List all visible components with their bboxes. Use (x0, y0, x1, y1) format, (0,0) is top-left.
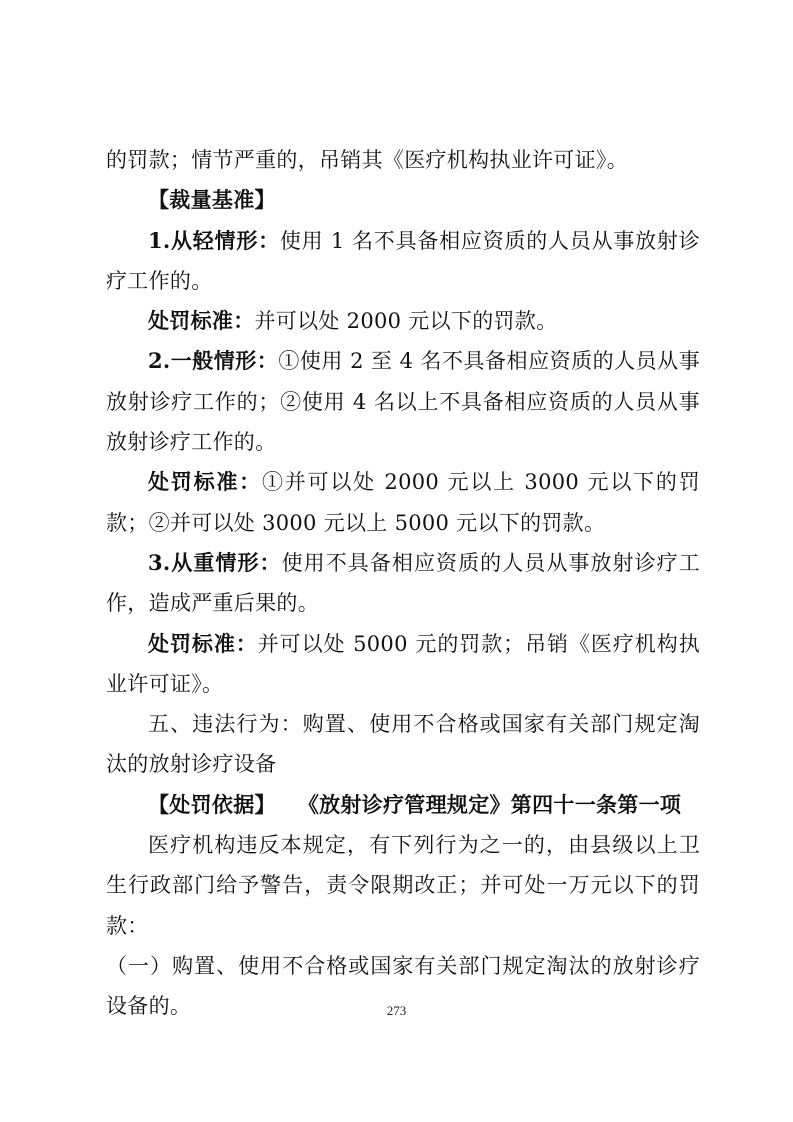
penalty-standard-text: 并可以处 5000 元的罚款；吊销《医疗机构执业许可证》。 (106, 631, 700, 696)
lenient-case-text: 使用 1 名不具备相应资质的人员从事放射诊疗工作的。 (106, 228, 701, 293)
penalty-standard-label: 处罚标准： (148, 308, 255, 334)
paragraph-severe-penalty (106, 624, 700, 705)
paragraph-severe-case (106, 543, 700, 624)
lenient-case-label: 1.从轻情形： (148, 227, 280, 253)
paragraph-general-penalty (106, 462, 700, 543)
body-text (106, 140, 700, 1027)
paragraph-lenient-case (106, 221, 700, 302)
paragraph-continuation: 的罚款；情节严重的，吊销其《医疗机构执业许可证》。 (106, 148, 628, 172)
penalty-standard-label: 处罚标准： (148, 469, 262, 495)
paragraph-penalty-basis (106, 785, 700, 825)
penalty-standard-text: 并可以处 2000 元以下的罚款。 (254, 309, 558, 334)
paragraph-lenient-penalty (106, 301, 700, 341)
paragraph-regulation-text: 医疗机构违反本规定，有下列行为之一的，由县级以上卫生行政部门给予警告，责令限期改正；并可处一万元以下的罚款： (106, 833, 700, 938)
penalty-standard-text: ①并可以处 2000 元以上 3000 元以下的罚款；②并可以处 3000 元以上 5000 元以下的罚款。 (106, 470, 700, 535)
severe-case-text: 使用不具备相应资质的人员从事放射诊疗工作，造成严重后果的。 (106, 550, 700, 616)
paragraph-regulation-item: （一）购置、使用不合格或国家有关部门规定淘汰的放射诊疗设备的。 (106, 953, 700, 1019)
penalty-basis-label: 【处罚依据】 (148, 791, 276, 817)
general-case-label: 2.一般情形： (148, 348, 279, 374)
penalty-basis-text: 《放射诊疗管理规定》第四十一条第一项 (297, 791, 682, 817)
severe-case-label: 3.从重情形： (148, 549, 282, 575)
paragraph-general-case (106, 341, 700, 462)
violation-heading: 五、违法行为：购置、使用不合格或国家有关部门规定淘汰的放射诊疗设备 (106, 712, 700, 777)
section-heading-discretion-standard: 【裁量基准】 (148, 187, 276, 213)
general-case-text: ①使用 2 至 4 名不具备相应资质的人员从事放射诊疗工作的；②使用 4 名以上不具备相应资质的人员从事放射诊疗工作的。 (106, 349, 700, 455)
page-number: 273 (386, 1003, 407, 1018)
penalty-standard-label: 处罚标准： (148, 630, 258, 656)
